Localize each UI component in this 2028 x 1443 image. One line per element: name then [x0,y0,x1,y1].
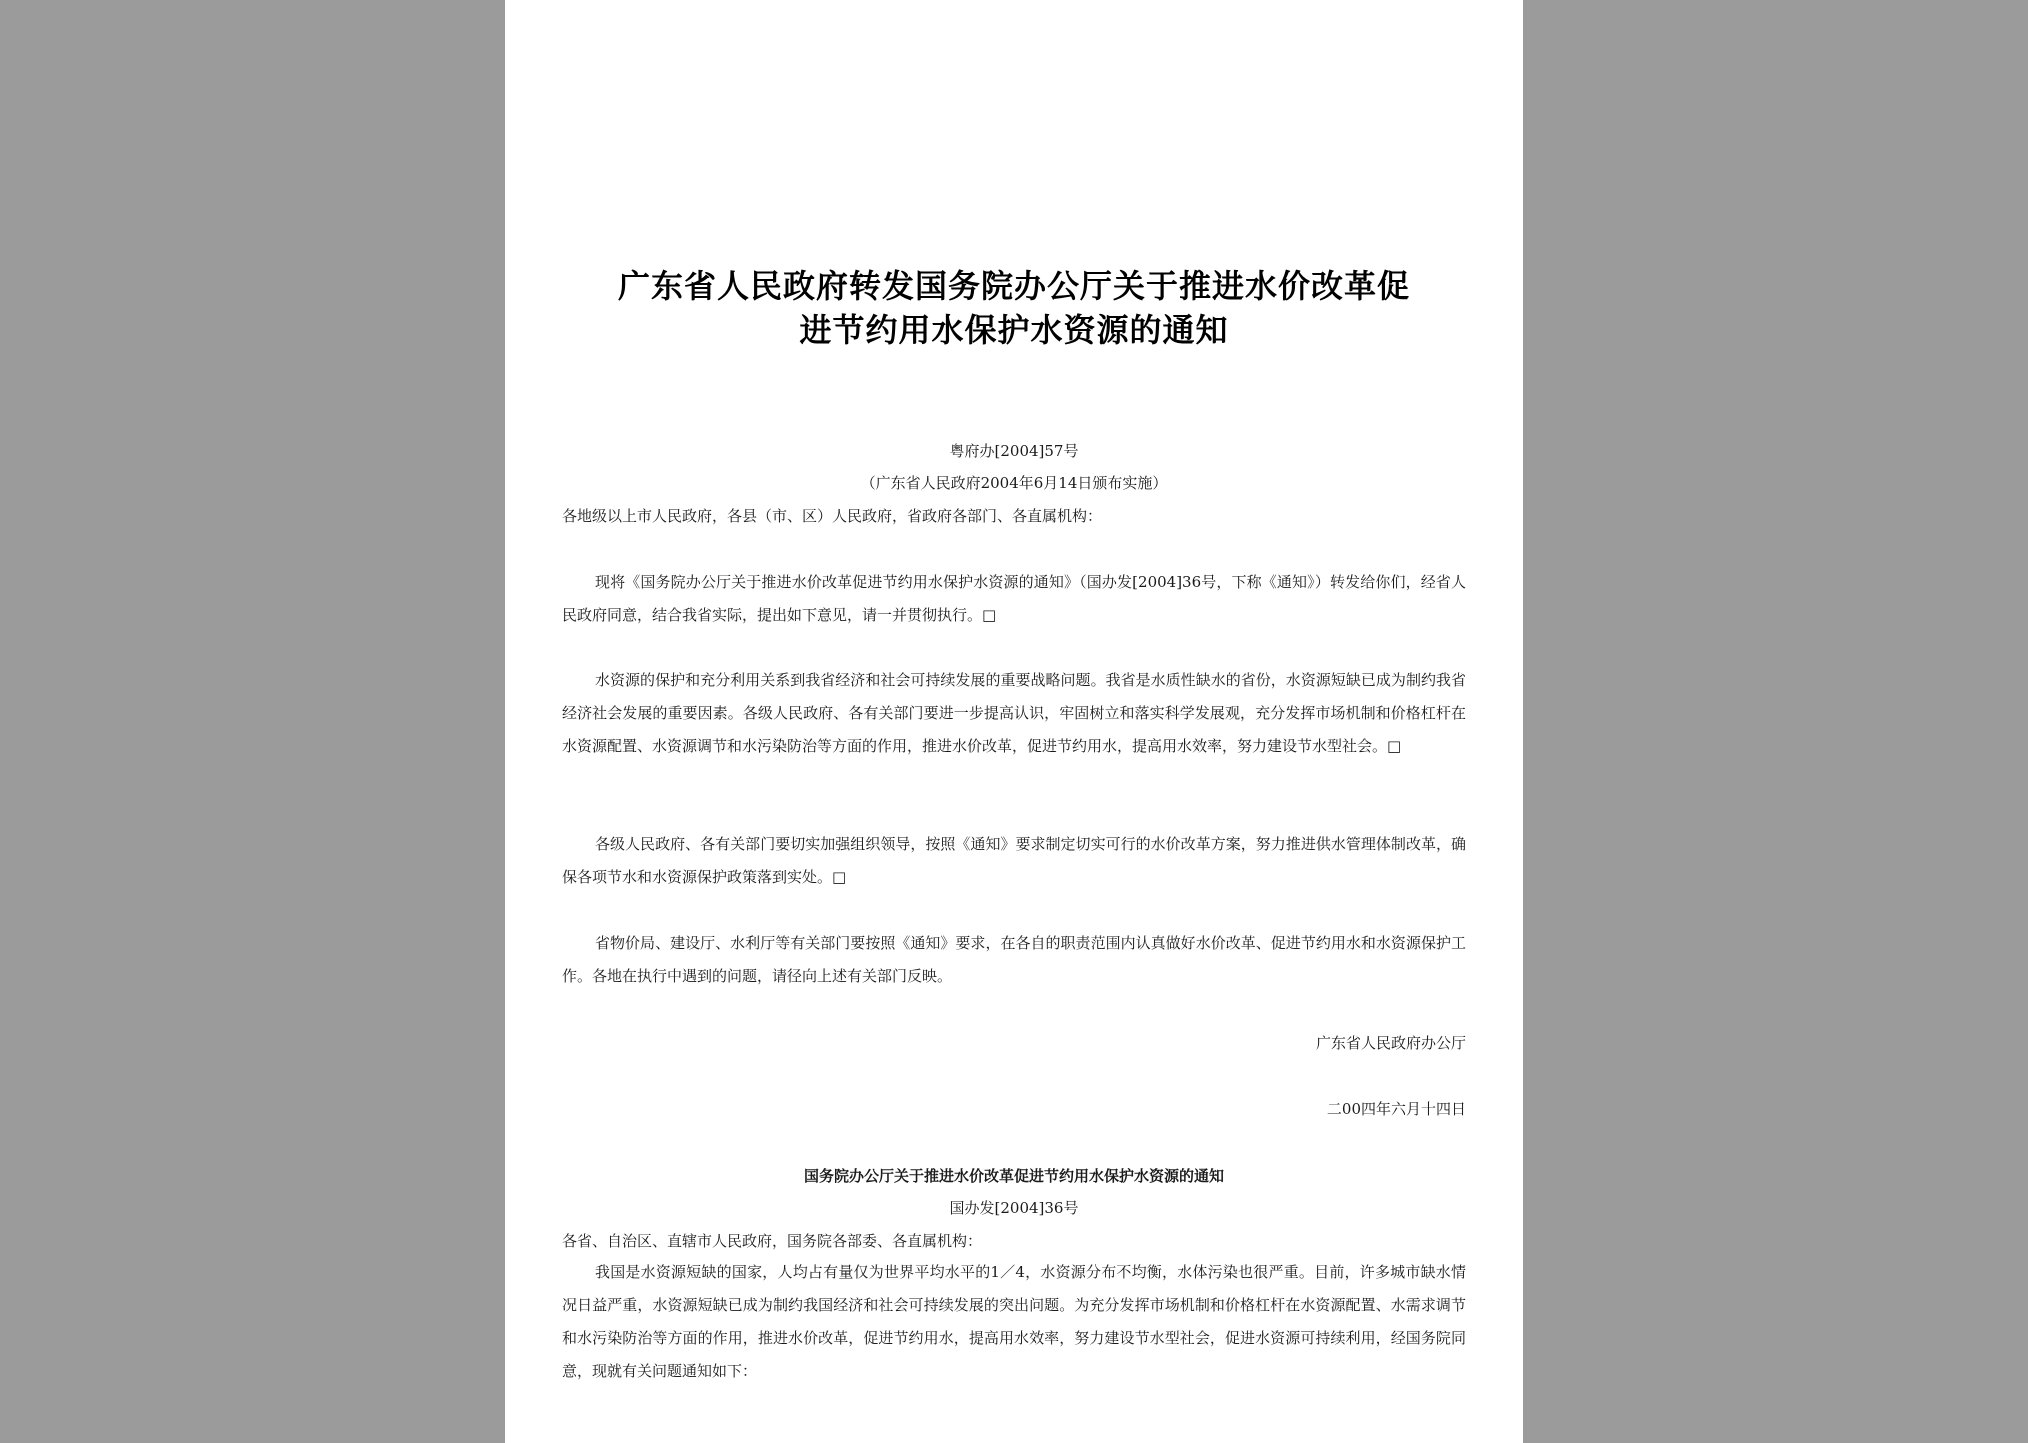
signing-date: 二00四年六月十四日 [1326,1100,1466,1118]
paragraph-3: 各级人民政府、各有关部门要切实加强组织领导，按照《通知》要求制定切实可行的水价改革方案，努力推进供水管理体制改革，确保各项节水和水资源保护政策落到实处。□ [562,835,1466,886]
attachment-paragraph: 我国是水资源短缺的国家，人均占有量仅为世界平均水平的1／4，水资源分布不均衡，水体污染也很严重。目前，许多城市缺水情况日益严重，水资源短缺已成为制约我国经济和社会可持续发展的突出问题。为充分发挥市场机制和价格杠杆在水资源配置、水需求调节和水污染防治等方面的作用，推进水价改革，促进节约用水，提高用水效率，努力建设节水型社会，促进水资源可持续利用，经国务院同意，现就有关问题通知如下： [562,1263,1466,1380]
document-page [505,0,1523,1443]
issued-note: （广东省人民政府2004年6月14日颁布实施） [860,474,1168,492]
document-number: 粤府办[2004]57号 [949,442,1079,460]
document-title-line2: 进节约用水保护水资源的通知 [799,311,1229,349]
attachment-number: 国办发[2004]36号 [949,1199,1079,1217]
paragraph-4: 省物价局、建设厅、水利厅等有关部门要按照《通知》要求，在各自的职责范围内认真做好水价改革、促进节约用水和水资源保护工作。各地在执行中遇到的问题，请径向上述有关部门反映。 [562,934,1466,985]
paragraph-2: 水资源的保护和充分利用关系到我省经济和社会可持续发展的重要战略问题。我省是水质性缺水的省份，水资源短缺已成为制约我省经济社会发展的重要因素。各级人民政府、各有关部门要进一步提高认识，牢固树立和落实科学发展观，充分发挥市场机制和价格杠杆在水资源配置、水资源调节和水污染防治等方面的作用，推进水价改革，促进节约用水，提高用水效率，努力建设节水型社会。□ [562,671,1466,755]
signature: 广东省人民政府办公厅 [1315,1034,1466,1052]
addressee: 各地级以上市人民政府，各县（市、区）人民政府，省政府各部门、各直属机构： [562,507,1103,525]
attachment-title: 国务院办公厅关于推进水价改革促进节约用水保护水资源的通知 [803,1167,1224,1185]
attachment-addressee: 各省、自治区、直辖市人民政府，国务院各部委、各直属机构： [562,1232,983,1250]
document-title-line1: 广东省人民政府转发国务院办公厅关于推进水价改革促 [617,267,1410,305]
paragraph-1: 现将《国务院办公厅关于推进水价改革促进节约用水保护水资源的通知》（国办发[2004]36号，下称《通知》）转发给你们，经省人民政府同意，结合我省实际，提出如下意见，请一并贯彻执行。□ [562,573,1466,624]
